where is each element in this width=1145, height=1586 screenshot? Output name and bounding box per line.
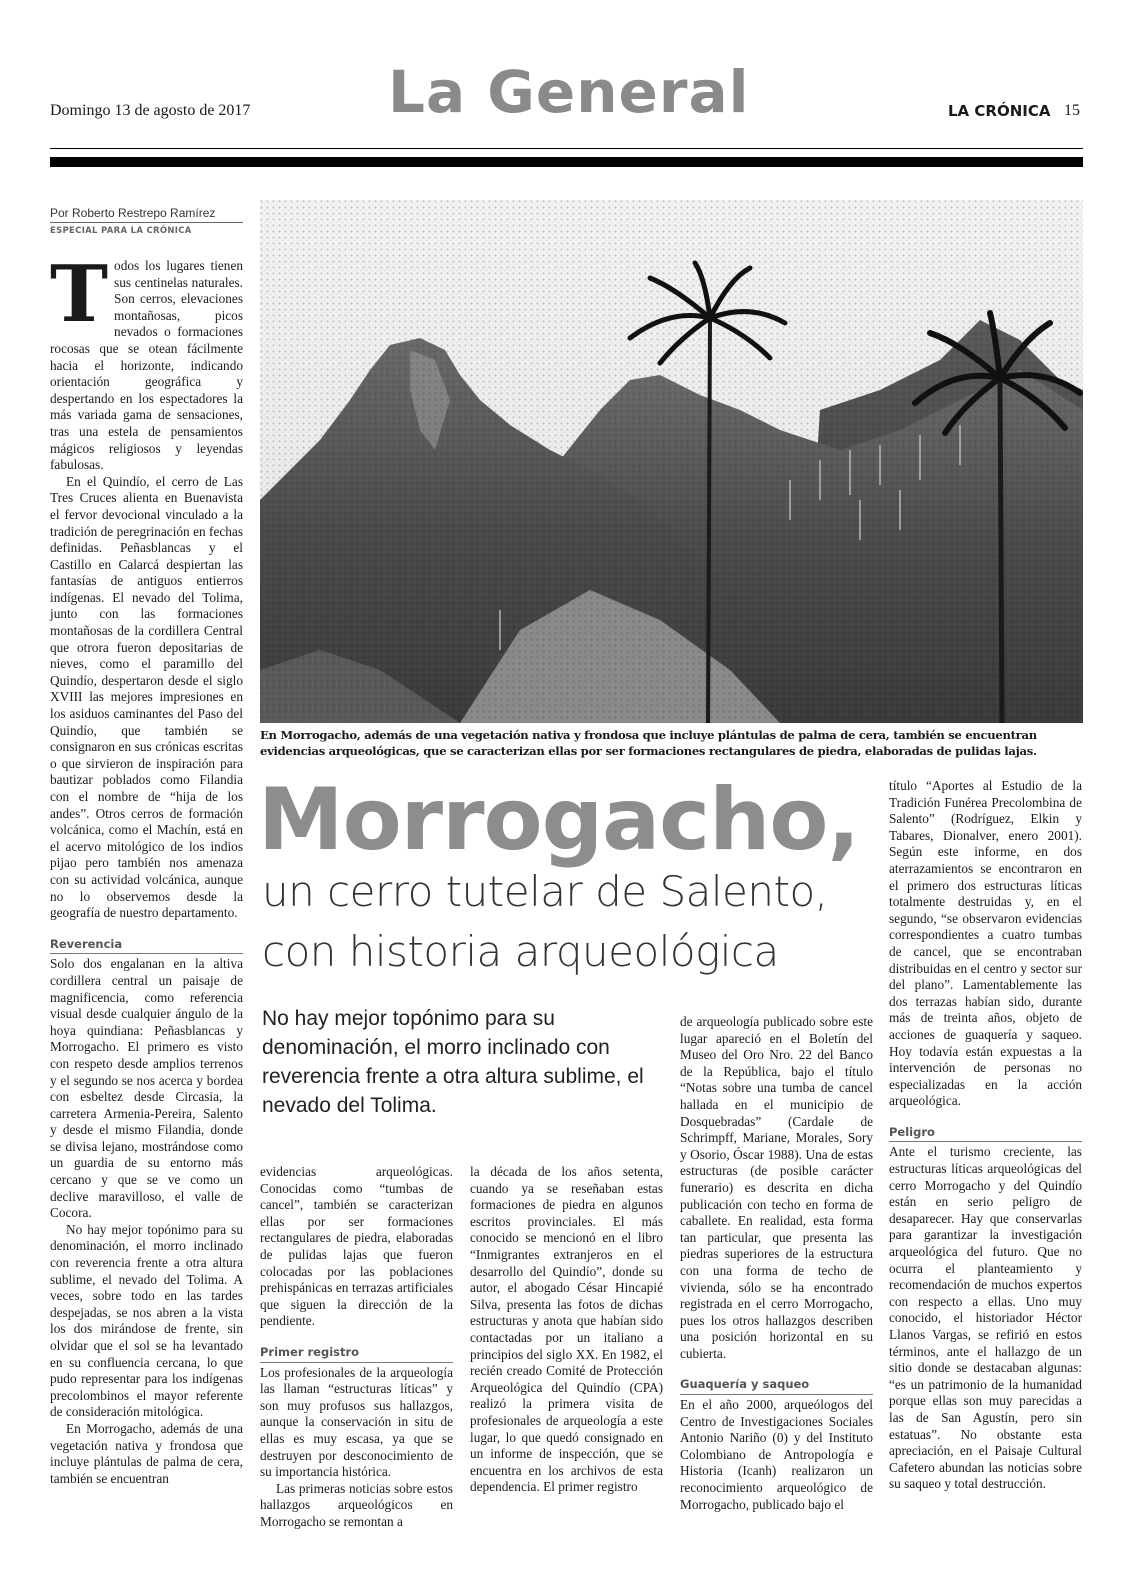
paragraph: No hay mejor topónimo para su denominación, el morro inclinado con reverencia frente a otra altura sublime, el nevado del Tolima. A veces, sobre todo en las tardes despejadas, se nos abren a la vista los dos mirándose de frente, sin olvidar que el sol se ha levantado en su confluencia cercana, lo que pudo representar para los indígenas precolombinos el mayor referente de consideración mitológica. <box>50 1221 243 1420</box>
headline-title: Morrogacho, <box>258 770 860 870</box>
article-column-3 <box>470 1164 663 1496</box>
paragraph: Los profesionales de la arqueología las llaman “estructuras líticas” y son muy profusos sus hallazgos, aunque la conservación in situ de ellas es muy escasa, ya que se destruyen por desconocimiento de su importancia histórica. <box>260 1364 453 1480</box>
article-column-5 <box>889 778 1082 1493</box>
photo-caption: En Morrogacho, además de una vegetación nativa y frondosa que incluye plántulas de palma de cera, también se encuentran evidencias arqueológicas, que se caracterizan ellas por ser formaciones rectangulares de piedra, elaboradas de pulidas lajas. <box>260 728 1037 758</box>
article-column-4 <box>680 1014 873 1513</box>
article-column-1 <box>50 249 243 1487</box>
header-date: Domingo 13 de agosto de 2017 <box>50 102 251 119</box>
byline-affiliation: ESPECIAL PARA LA CRÓNICA <box>50 226 192 236</box>
paragraph: En el Quindío, el cerro de Las Tres Cruces alienta en Buenavista el fervor devocional vinculado a la tradición de peregrinación en fechas definidas. Peñasblancas y el Castillo en Calarcá despiertan las fantasías de antiguos entierros indígenas. El nevado del Tolima, junto con las formaciones montañosas de la cordillera Central que otrora fueron depositarias de nieves, como el paramillo del Quindío, despertaron desde el siglo XVIII las mejores impresiones en los asiduos caminantes del Paso del Quindío, que también se consignaron en sus crónicas escritas o que sirvieron de inspiración para bautizar poblados como Filandia con el nombre de “hija de los andes”. Otros cerros de formación volcánica, como el Machín, está en el acervo mitológico de los indios pijao pero también nos amenaza con su actividad volcánica, aunque no lo observemos desde la geografía de nuestro departamento. <box>50 473 243 921</box>
header-rule-thin <box>50 148 1083 149</box>
paragraph: título “Aportes al Estudio de la Tradición Funérea Precolombina de Salento” (Rodríguez, Elkin y Tabares, Dionalver, enero 2001). Según este informe, en dos aterrazamientos se encontraron en el primero dos estructuras líticas totalmente destruidas y, en el segundo, “se observaron evidencias correspondientes a cuatro tumbas de cancel, que se encontraban distribuidas en el centro y sector sur del plano”. Lamentablemente las dos terrazas habían sido, durante más de treinta años, objeto de acciones de guaquería y saqueo. Hoy todavía están expuestas a la intervención de personas no especializadas en la acción arqueológica. <box>889 778 1082 1109</box>
paragraph: la década de los años setenta, cuando ya se reseñaban estas formaciones de piedra en algunos escritos provinciales. El más conocido se mencionó en el libro “Inmigrantes extranjeros en el desarrollo del Quindío”, donde su autor, el abogado César Hincapié Silva, presenta las fotos de dichas estructuras y anota que habían sido contactadas por un italiano a principios del siglo XX. En 1982, el recién creado Comité de Protección Arqueológica del Quindío (CPA) realizó la primera visita de profesionales de arqueología a este lugar, lo que quedó consignado en un informe de inspección, que se encuentra en los archivos de esta dependencia. El primer registro <box>470 1164 663 1495</box>
paragraph: Ante el turismo creciente, las estructuras líticas arqueológicas del cerro Morrogacho y del Quindío están en serio peligro de desaparecer. Hay que conservarlas para garantizar la investigación arqueológica del futuro. Que no ocurra el planteamiento y recomendación de muchos expertos con respecto a ellas. Uno muy conocido, el historiador Héctor Llanos Vargas, se refirió en estos términos, ante el hallazgo de un sitio donde se destacaban algunas: “es un patrimonio de la humanidad porque ellas son muy parecidas a las de San Agustín, pero sin estatuas”. No obstante esta apreciación, en el Paisaje Cultural Cafetero abundan las noticias sobre su saqueo y total destrucción. <box>889 1144 1082 1492</box>
paragraph: evidencias arqueológicas. Conocidas como “tumbas de cancel”, también se caracterizan ellas por ser formaciones rectangulares de piedra, elaboradas de pulidas lajas que fueron colocadas por las poblaciones prehispánicas en terrazas artificiales que siguen la dirección de la pendiente. <box>260 1164 453 1329</box>
headline-subtitle-line-2: con historia arqueológica <box>262 927 779 976</box>
paragraph: de arqueología publicado sobre este lugar apareció en el Boletín del Museo del Oro Nro. 22 del Banco de la República, bajo el título “Notas sobre una tumba de cancel hallada en el municipio de Dosquebradas” (Cardale de Schrimpff, Mariane, Morales, Sory y Osorio, Óscar 1988). Una de estas estructuras (de posible carácter funerario) es descrita en dicha publicación con techo en forma de caballete. En realidad, esta forma tan particular, que presenta las piedras superiores de la estructura con una forma de techo de vivienda, sólo se ha encontrado registrada en el cerro Morrogacho, pues los otros hallazgos describen una posición horizontal en su cubierta. <box>680 1014 873 1361</box>
paragraph: En el año 2000, arqueólogos del Centro de Investigaciones Sociales Antonio Nariño (0) y del Instituto Colombiano de Antropología e Historia (Icanh) realizaron un reconocimiento arqueológico de Morrogacho, publicado bajo el <box>680 1397 873 1512</box>
paragraph: Solo dos engalanan en la altiva cordillera central un paisaje de magnificencia, como referencia visual desde cualquier ángulo de la hoya quindiana: Peñasblancas y Morrogacho. El primero es visto con respeto desde amplios terrenos y el segundo se nos acerca y bordea con esbeltez desde Circasia, la carretera Armenia-Pereira, Salento y desde el mismo Filandia, donde se divisa lejano, mostrándose como un guardia de su entorno más cercano y que se ve como un declive maravilloso, el valle de Cocora. <box>50 956 243 1221</box>
byline-author: Por Roberto Restrepo Ramírez <box>50 206 216 220</box>
paragraph: odos los lugares tienen sus centinelas naturales. Son cerros, elevaciones montañosas, picos nevados o formaciones rocosas que se otean fácilmente hacia el horizonte, indicando orientación geográfica y despertando en los espectadores la más variada gama de sensaciones, tras una estela de pensamientos mágicos religiosos y leyendas fabulosas. <box>50 258 243 473</box>
subheading-peligro: Peligro <box>889 1124 1082 1143</box>
headline-deck: No hay mejor topónimo para su denominación, el morro inclinado con reverencia frente a otra altura sublime, el nevado del Tolima. <box>262 1007 644 1117</box>
newspaper-brand: LA CRÓNICA <box>948 102 1051 120</box>
headline-subtitle-line-1: un cerro tutelar de Salento, <box>262 867 828 916</box>
drop-cap: T <box>50 249 109 340</box>
page-number: 15 <box>1064 102 1080 119</box>
subheading-reverencia: Reverencia <box>50 936 243 955</box>
subheading-guaqueria: Guaquería y saqueo <box>680 1376 873 1395</box>
mountain-photo <box>260 200 1083 723</box>
section-title: La General <box>388 58 750 126</box>
subheading-primer-registro: Primer registro <box>260 1344 453 1363</box>
paragraph: Las primeras noticias sobre estos hallazgos arqueológicos en Morrogacho se remontan a <box>260 1480 453 1529</box>
article-column-2 <box>260 1164 453 1530</box>
byline-divider <box>50 222 243 223</box>
paragraph: En Morrogacho, además de una vegetación nativa y frondosa que incluye plántulas de palma de cera, también se encuentran <box>50 1420 243 1486</box>
header-rule-thick <box>50 157 1083 167</box>
